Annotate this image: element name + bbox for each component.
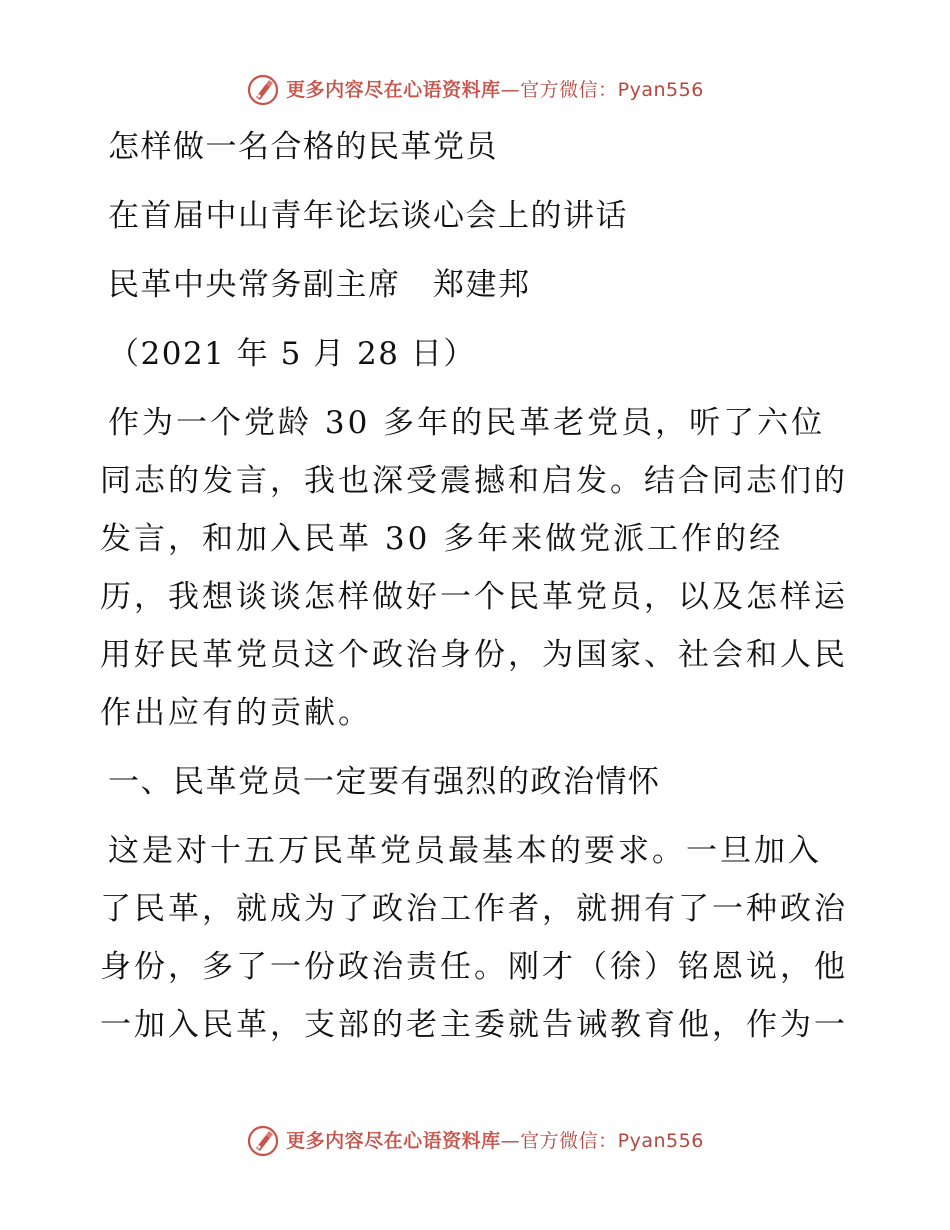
- header-watermark: [0, 70, 950, 110]
- document-body: [100, 118, 850, 1054]
- document-speaker: 民革中央常务副主席 郑建邦: [108, 267, 531, 303]
- pen-nib-logo-icon: [246, 1124, 280, 1158]
- document-date: （2021 年 5 月 28 日）: [108, 336, 476, 372]
- watermark-promo-text: 更多内容尽在心语资料库: [286, 1130, 501, 1152]
- paragraph-intro: 作为一个党龄 30 多年的民革老党员，听了六位同志的发言，我也深受震撼和启发。结合同志们的发言，和加入民革 30 多年来做党派工作的经历，我想谈谈怎样做好一个民革党员，以及怎样运用好民革党员这个政治身份，为国家、社会和人民作出应有的贡献。: [100, 405, 848, 731]
- watermark-official-text: —官方微信：Pyan556: [500, 79, 704, 101]
- paragraph-section-1: 这是对十五万民革党员最基本的要求。一旦加入了民革，就成为了政治工作者，就拥有了一种政治身份，多了一份政治责任。刚才（徐）铭恩说，他一加入民革，支部的老主委就告诫教育他，作为一: [100, 833, 848, 1043]
- watermark-promo-text: 更多内容尽在心语资料库: [286, 79, 501, 101]
- section-heading-1: 一、民革党员一定要有强烈的政治情怀: [108, 764, 661, 800]
- document-subtitle: 在首届中山青年论坛谈心会上的讲话: [108, 198, 628, 234]
- watermark-official-text: —官方微信：Pyan556: [500, 1130, 704, 1152]
- pen-nib-logo-icon: [246, 73, 280, 107]
- document-title: 怎样做一名合格的民革党员: [108, 129, 498, 165]
- footer-watermark: [0, 1121, 950, 1161]
